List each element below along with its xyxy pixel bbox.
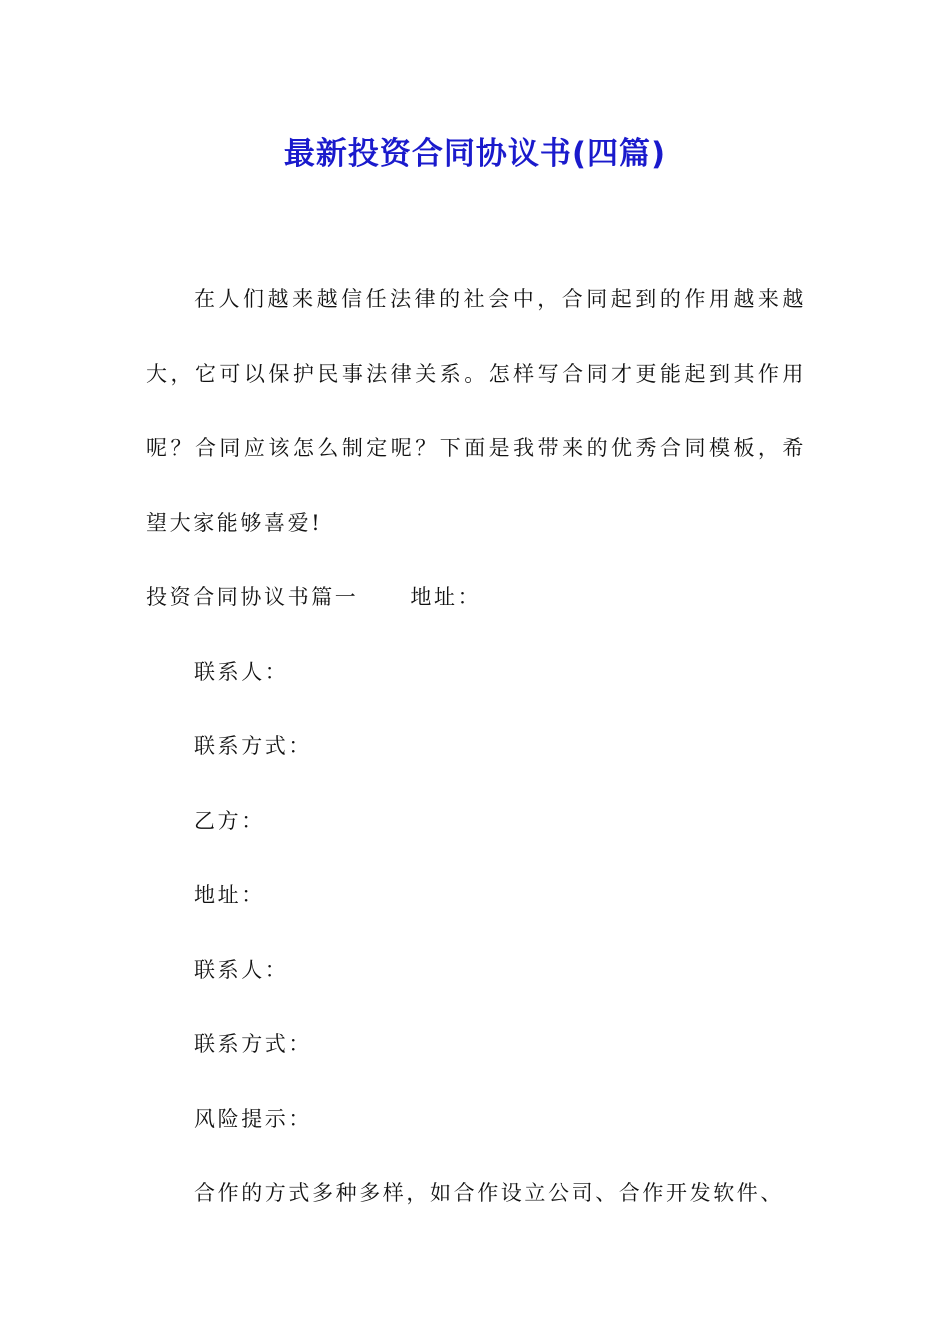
closing-line: 合作的方式多种多样，如合作设立公司、合作开发软件、: [194, 1181, 784, 1205]
document-body: [146, 262, 806, 1231]
intro-paragraph: 在人们越来越信任法律的社会中，合同起到的作用越来越大，它可以保护民事法律关系。怎样写合同才更能起到其作用呢？合同应该怎么制定呢？下面是我带来的优秀合同模板，希望大家能够喜爱!: [146, 287, 806, 535]
field-contact-method-2: 联系方式：: [194, 1032, 312, 1056]
field-contact-person: 联系人：: [194, 659, 289, 684]
section-first-field: 地址：: [410, 585, 482, 609]
document-title: 最新投资合同协议书(四篇): [283, 136, 667, 172]
section-heading: 投资合同协议书篇一: [146, 585, 359, 609]
field-contact-person-2: 联系人：: [194, 957, 289, 982]
field-party-b: 乙方：: [194, 808, 265, 833]
field-risk-notice: 风险提示：: [194, 1106, 312, 1131]
field-contact-method: 联系方式：: [194, 734, 312, 758]
field-address: 地址：: [194, 883, 265, 907]
section-heading-line: [146, 560, 806, 635]
